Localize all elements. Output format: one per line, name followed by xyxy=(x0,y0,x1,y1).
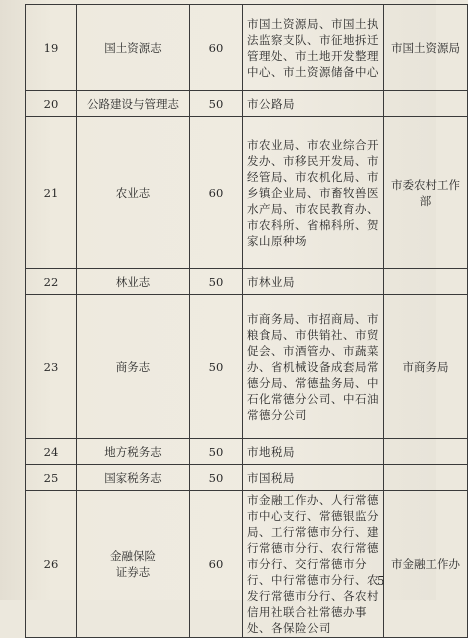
contributing-units: 市地税局 xyxy=(243,439,384,465)
volume-name: 农业志 xyxy=(77,117,190,269)
volume-name: 金融保险 证券志 xyxy=(77,491,190,638)
contributing-units: 市公路局 xyxy=(243,91,384,117)
table-row xyxy=(26,117,468,269)
word-count: 60 xyxy=(190,5,243,91)
lead-unit: 市国土资源局 xyxy=(384,5,468,91)
volume-name: 国土资源志 xyxy=(77,5,190,91)
row-number: 26 xyxy=(26,491,77,638)
lead-unit xyxy=(384,439,468,465)
lead-unit xyxy=(384,91,468,117)
volume-name: 林业志 xyxy=(77,269,190,295)
row-number: 24 xyxy=(26,439,77,465)
table-row xyxy=(26,5,468,91)
lead-unit xyxy=(384,269,468,295)
volume-name: 商务志 xyxy=(77,295,190,439)
contributing-units: 市农业局、市农业综合开发办、市移民开发局、市经管局、市农机化局、市乡镇企业局、市畜牧兽医水产局、市农民教育办、市农科所、省棉科所、贺家山原种场 xyxy=(243,117,384,269)
word-count: 50 xyxy=(190,295,243,439)
table-row xyxy=(26,91,468,117)
table-row xyxy=(26,295,468,439)
row-number: 25 xyxy=(26,465,77,491)
word-count: 50 xyxy=(190,269,243,295)
word-count: 50 xyxy=(190,439,243,465)
row-number: 20 xyxy=(26,91,77,117)
volume-name: 地方税务志 xyxy=(77,439,190,465)
word-count: 50 xyxy=(190,91,243,117)
compilation-table xyxy=(25,4,468,638)
word-count: 60 xyxy=(190,491,243,638)
table-row xyxy=(26,465,468,491)
contributing-units: 市商务局、市招商局、市粮食局、市供销社、市贸促会、市酒管办、市蔬菜办、省机械设备成套局常德分局、常德盐务局、中石化常德分公司、中石油常德分公司 xyxy=(243,295,384,439)
lead-unit: 市金融工作办 xyxy=(384,491,468,638)
table-row xyxy=(26,491,468,638)
row-number: 23 xyxy=(26,295,77,439)
volume-name: 国家税务志 xyxy=(77,465,190,491)
contributing-units: 市国税局 xyxy=(243,465,384,491)
lead-unit xyxy=(384,465,468,491)
row-number: 21 xyxy=(26,117,77,269)
lead-unit: 市商务局 xyxy=(384,295,468,439)
contributing-units: 市金融工作办、人行常德市中心支行、常德银监分局、工行常德市分行、建行常德市分行、农行常德市分行、交行常德市分行、中行常德市分行、农发行常德市分行、各农村信用社联合社常德办事处、各保险公司 xyxy=(243,491,384,638)
row-number: 22 xyxy=(26,269,77,295)
contributing-units: 市林业局 xyxy=(243,269,384,295)
table-row xyxy=(26,269,468,295)
table-row xyxy=(26,439,468,465)
volume-name: 公路建设与管理志 xyxy=(77,91,190,117)
contributing-units: 市国土资源局、市国土执法监察支队、市征地拆迁管理处、市土地开发整理中心、市土资源储备中心 xyxy=(243,5,384,91)
lead-unit: 市委农村工作部 xyxy=(384,117,468,269)
row-number: 19 xyxy=(26,5,77,91)
word-count: 60 xyxy=(190,117,243,269)
page-number: 5 xyxy=(377,574,385,588)
word-count: 50 xyxy=(190,465,243,491)
